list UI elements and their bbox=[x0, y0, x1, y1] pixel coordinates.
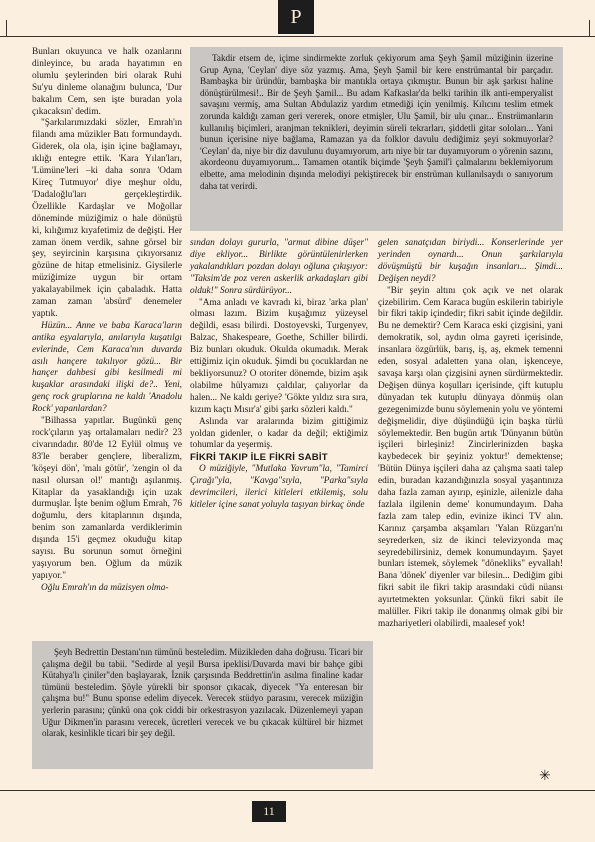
page-number: 11 bbox=[263, 804, 275, 818]
paragraph: sından dolayı gururla, "armut dibine düşer" diye ekliyor... Birlikte görüntülenirlerken yakalandıkları pozdan dolayı oğluna çıkışıyor: "Taksim'de poz veren askerlik arkadaşları gibi olduk!" Sonra sürdürüyor... bbox=[190, 238, 368, 296]
section-letter: P bbox=[290, 6, 302, 28]
quote-text: Şeyh Bedrettin Destanı'nın tümünü besteledim. Müzikleden daha doğrusu. Ticari bir çalışma değil bu tabii. "Sedirde al yeşil Bursa ipeklisi/Duvarda mavi bir bahçe gibi Kütahya'lı çiniler"den başlayarak, İznik çarşısında Beddrettin'in asılma finaline kadar tümünü besteledim. Şöyle yürekli bir sponsor çıkacak, diyecek "Ya enteresan bir çalışma bu!" Bunu sponse edelim diyecek. Verecek stüdyo parasını, verecek müziğin yerlerin parasını; çünkü ona çok ciddi bir orkestrasyon yazılacak. Düzenlemeyi yapan Uğur Dikmen'in parasını verecek, ücretleri verecek ve bu çıkacak kültürel bir hizmet olarak, kesinlikle ticari bir şey değil. bbox=[42, 647, 363, 739]
column-3 bbox=[378, 238, 563, 631]
top-rule bbox=[0, 36, 595, 37]
paragraph: "Bir şeyin altını çok açık ve net olarak çizebilirim. Cem Karaca bugün eskilerin tabiriyle bir fikri takip içindedir; fikri sabit içinde değildir. Bu ne demektir? Cem Karaca eski çizgisini, yani demokratik, sol, aydın olma gayreti içerisinde, insanlara özgürlük, barış, iş, aş, ekmek temenni eden, sosyal adaletten yana olan, işkenceye, savaşa karşı olan çizgisini aynen sürdürmektedir. Değişen dünya koşulları içerisinde, çift kutuplu dünyadan tek kutuplu dünyaya dönmüş olan gezegenimizde bunu söylemenin yolu ve yöntemi değişmelidir, diye düşündüğü için başka türlü söylemektedir. Ben bugün artık 'Dünyanın bütün işçileri birleşiniz! Zincirlerinizden başka kaybedecek bir şeyiniz yoktur!' demektense; 'Bütün Dünya işçileri daha az çalışma saati talep edin, buradan kazandığınızla sosyal yaşantınıza daha fazla zaman ayırıp, eşinizle, ailenizle daha fazlala ilgilenin deme' konumundayım. Daha fazla zam talep edin, evinize ikinci TV alın. Karınız çarşamba akşamları 'Yalan Rüzgarı'nı seyrederken, siz de ikinci televizyonda maç seyredebilirsiniz, demek konumundayım. Şayet bunları istemek, söylemek "dönekliks" eyvallah! Bana 'dönek' diyenler var bilesin... Dediğim gibi fikri sabit ile fikri takip arasındaki cüdi nüansı ayırtetmekten yoksunlar. Çünkü fikri sabit ile malüller. Fikri takip ile donanmış olmak gibi bir mazhariyetleri olabilirdi, maalesef yok! bbox=[378, 285, 563, 629]
paragraph: Bunları okuyunca ve halk ozanlarını dinleyince, bu arada hayatımın en olumlu şeylerinden biri olarak Ruhi Su'yu dinleme olanağını bulunca, 'Dur bakalım Cem, sen işte buradan yola çıkacaksın' dedim. bbox=[32, 47, 182, 117]
column-1 bbox=[32, 47, 182, 595]
section-heading: FİKRİ TAKIP İLE FİKRİ SABİT bbox=[190, 452, 328, 464]
paragraph: Oğlu Emrah'ın da müzisyen olma- bbox=[41, 582, 169, 593]
paragraph: "Ama anladı ve kavradı ki, biraz 'arka plan' olması lazım. Bizim kuşağımız yüzeysel değildi, esası bilirdi. Dostoyevski, Turgenyev, Balzac, Shakespeare, Goethe, Schiller bilirdi. Biz bunları okuduk. Okulda okumadık. Merak ettiğimiz için okuduk. Şimdi bu çocuklardan ne bekliyorsunuz? O otoriter dönemde, bizim aşık olabilme hülyamızı çaldılar, çalıyorlar da halen... Ne kaldı geriye? 'Gökte yıldız sıra sıra, kızım kaçtı Mısır'a' gibi şarkı sözleri kaldı." bbox=[190, 297, 368, 415]
paragraph: "Bilhassa yapıtlar. Bugünkü genç rock'çıların yaş ortalamaları nedir? 23 civarındadır. 80'de 12 Eylül olmuş ve 83'le beraber gençlere, liberalizm, 'köşeyi dön', 'malı götür', 'zengin ol da nasıl olursan ol!' mantığı aşılanmış. Kitaplar da yasaklandığı için uzak durmuşlar. İşte benim oğlum Emrah, 76 doğumlu, ders kitaplarının dışında, benim son zamanlarda verdiklerimin dışında 15'i geçmez okuduğu kitap sayısı. Bu sorunun somut örneğini yaşıyorum ben. Oğlum da müzik yapıyor." bbox=[32, 416, 182, 581]
paragraph: Aslında var aralarında bizim gittiğimiz yoldan gidenler, o kadar da değil; ektiğimiz tohumlar da yeşermiş. bbox=[190, 416, 368, 451]
column-2 bbox=[190, 238, 368, 512]
end-mark-icon: ✳ bbox=[539, 769, 551, 784]
corner-tick-left bbox=[6, 20, 7, 36]
paragraph: gelen sanatçıdan biriydi... Konserlerinde yer yerinden oynardı... Onun şarkılarıyla dövüşmüştü bir kuşağın insanları... Şimdi... Değişen neydi? bbox=[378, 238, 563, 284]
top-quote-box bbox=[190, 47, 563, 231]
bottom-rule bbox=[0, 790, 595, 791]
bottom-quote-box bbox=[32, 641, 373, 769]
corner-tick-right bbox=[589, 20, 590, 36]
paragraph: "Şarkılarımızdaki sözler, Emrah'ın filandı ama müzikler Batı formundaydı. Giderek, ola ola, işin içine bağlamayı, ıklığı entegre ettik. 'Kara Yılan'ları, 'Lümüne'leri –ki daha sonra 'Odam Kireç Tutmuyor' diye meşhur oldu, 'Dadaloğlu'ları gerçekleştirdik. Özellikle Kardaşlar ve Moğollar döneminde müziğimiz o hale dönüştü ki, kılığımız kıyafetimiz de değişti. Her zaman önem verdik, sahne görsel bir şey, seyircinin karşısına çıkıyorsanız gözüne de hitap etmelisiniz. Giysilerle müziğimize uygun bir ortam yakalayabilmek için çabaladık. Hatta zaman zaman 'absürd' denemeler yaptık. bbox=[32, 118, 182, 319]
paragraph: O müziğiyle, "Mutlaka Yavrum"la, "Tamirci Çırağı"yla, "Kavga"sıyla, "Parka"sıyla devrimcileri, ilerici kitleleri etkilemiş, solu kitleler içine sanat yoluyla taşıyan birkaç önde bbox=[190, 464, 368, 511]
quote-text: Takdir etsem de, içime sindirmekte zorluk çekiyorum ama Şeyh Şamil müziğinin üzerine Grup Ayna, 'Ceylan' diye söz yazmış. Ama, Şeyh Şamil bir kere enstrümantal bir parçadır. Bambaşka bir üründür, bambaşka bir mantıkla ortaya çıkmıştır. Bunun bir aşk şarkısı haline dönüştürülmesi!.. Bir de Şeyh Şamil... Bu adam Kafkaslar'da belki tarihin ilk anti-emperyalist savaşını vermiş, ama Sultan Abdulaziz yardım etmediği için yenilmiş. Kılıcını teslim etmek zorunda kaldığı zaman geri vererek, onore etmişler, Ulu Şamil, bir ulu çınar... Enstrümanların kullanılış biçimleri, aranjman teknikleri, deyimin süreli tekrarları, şiddetli gitar soloları... Yani bunun içerisine niye bağlama, Ramazan ya da folklor davulu dediğimiz şeyi sokmuyorlar? 'Ceylan' da, niye bir diz davulunu duyamıyorum, artı niye bir tar duyamıyorum o yörenin sazını, akordeonu duyamıyorum... Tamamen otantik biçimde 'Şeyh Şamil'i çalmalarını beklemiyorum elbette, ama melodinin dışında melodiyi pekiştirecek bir enstrüman kullanılsaydı o sanıyorum daha tat verirdi. bbox=[200, 53, 553, 191]
paragraph: Hüzün... Anne ve baba Karaca'ların antika eşyalarıyla, anılarıyla kuşatılgı evlerinde, Cem Karaca'nın duvarda asılı hançere takılıyor gözü... Bir hançer dahbesi gibi kesilmedi mi kuşaklar arasındaki ilişki de?.. Yeni, genç rock gruplarına ne kaldı 'Anadolu Rock' yapanlardan? bbox=[32, 320, 182, 415]
